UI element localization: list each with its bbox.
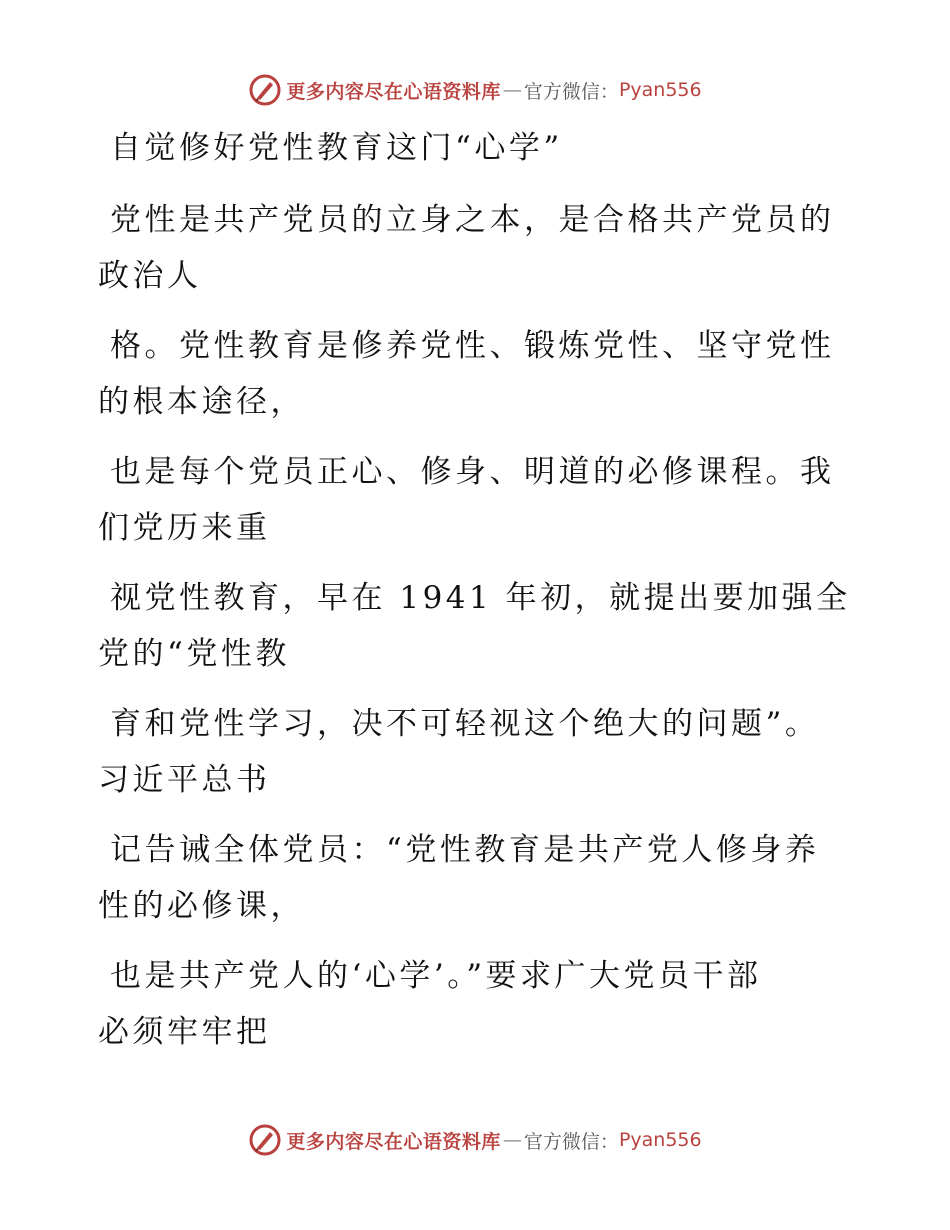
quill-pen-logo-icon: [248, 1123, 282, 1157]
paragraph: [98, 442, 838, 558]
paragraph: [98, 316, 838, 432]
paragraph: [98, 568, 851, 684]
document-body: [98, 118, 851, 1072]
paragraph-line: 记告诫全体党员：“党性教育是共产党人修身养: [110, 832, 820, 868]
paragraph: [98, 946, 838, 1062]
paragraph-line: 视党性教育，早在 1941 年初，就提出要加强全: [110, 580, 851, 616]
watermark-site-text: 更多内容尽在心语资料库: [286, 80, 501, 103]
paragraph: [98, 820, 838, 936]
document-title: 自觉修好党性教育这门“心学”: [110, 130, 563, 166]
watermark-label: 官方微信：: [523, 1130, 619, 1153]
quill-pen-logo-icon: [248, 73, 282, 107]
footer-watermark: [0, 1120, 950, 1160]
paragraph-line: 也是共产党人的‘心学’。”要求广大党员干部: [110, 958, 762, 994]
paragraph-line: 必须牢牢把: [98, 1014, 271, 1050]
watermark-account: Pyan556: [618, 1129, 702, 1151]
paragraph-line: 们党历来重: [98, 510, 271, 546]
paragraph-line: 育和党性学习，决不可轻视这个绝大的问题”。: [110, 706, 820, 742]
paragraph-line: 党性是共产党员的立身之本，是合格共产党员的: [110, 202, 835, 238]
paragraph-line: 党的“党性教: [98, 636, 290, 672]
paragraph-line: 政治人: [98, 258, 202, 294]
paragraph: [98, 694, 838, 810]
watermark-account: Pyan556: [618, 79, 702, 101]
paragraph-line: 习近平总书: [98, 762, 271, 798]
watermark-dash: —: [502, 79, 522, 101]
watermark-site-text: 更多内容尽在心语资料库: [286, 1130, 501, 1153]
paragraph-line: 的根本途径，: [98, 384, 305, 420]
paragraph-line: 格。党性教育是修养党性、锻炼党性、坚守党性: [110, 328, 835, 364]
watermark-label: 官方微信：: [523, 80, 619, 103]
header-watermark: [0, 70, 950, 110]
watermark-dash: —: [502, 1129, 522, 1151]
paragraph-line: 性的必修课，: [98, 888, 305, 924]
paragraph-line: 也是每个党员正心、修身、明道的必修课程。我: [110, 454, 835, 490]
paragraph: [98, 190, 838, 306]
